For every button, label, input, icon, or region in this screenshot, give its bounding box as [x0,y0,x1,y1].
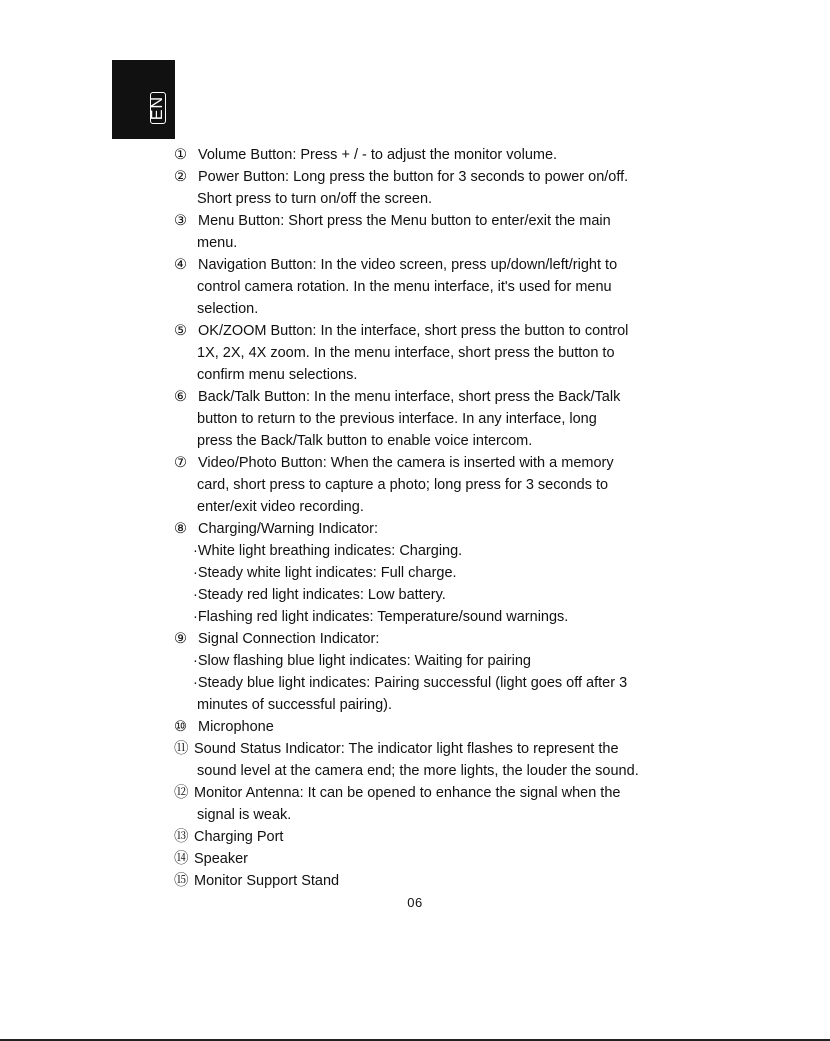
item-text: Monitor Antenna: It can be opened to enhance the signal when the [194,785,621,801]
item-text: minutes of successful pairing). [197,697,393,713]
item-continuation [174,408,674,430]
bullet-line [174,584,674,606]
item-continuation [174,804,674,826]
list-item-monitor-support-stand [174,870,674,892]
item-text: confirm menu selections. [197,367,358,383]
item-text: sound level at the camera end; the more lights, the louder the sound. [197,763,639,779]
item-text: card, short press to capture a photo; long press for 3 seconds to [197,477,609,493]
list-item-ok-zoom-button [174,320,674,342]
item-text: Charging Port [194,829,284,845]
list-item-power-button [174,166,674,188]
item-text: Menu Button: Short press the Menu button to enter/exit the main [198,213,611,229]
item-number: ⑧ [174,521,187,537]
item-number: ⑤ [174,323,187,339]
list-item-menu-button [174,210,674,232]
bullet-line [174,562,674,584]
item-number: ⑮ [174,873,189,889]
bullet-text: ·Steady white light indicates: Full charge. [193,565,457,581]
item-text: signal is weak. [197,807,292,823]
item-continuation [174,364,674,386]
bullet-text: ·White light breathing indicates: Charging. [193,543,463,559]
bullet-text: ·Slow flashing blue light indicates: Waiting for pairing [193,653,531,669]
item-text: enter/exit video recording. [197,499,364,515]
item-number: ⑨ [174,631,187,647]
item-continuation [174,430,674,452]
language-tab [112,60,175,139]
item-number: ① [174,147,187,163]
item-text: 1X, 2X, 4X zoom. In the menu interface, short press the button to [197,345,615,361]
item-text: selection. [197,301,259,317]
list-item-volume-button [174,144,674,166]
list-item-charging-warning-indicator [174,518,674,540]
item-text: Charging/Warning Indicator: [198,521,378,537]
item-text: control camera rotation. In the menu interface, it's used for menu [197,279,612,295]
item-text: menu. [197,235,238,251]
list-item-speaker [174,848,674,870]
item-number: ⑭ [174,851,189,867]
bullet-text: ·Flashing red light indicates: Temperature/sound warnings. [193,609,569,625]
list-item-navigation-button [174,254,674,276]
item-continuation [174,188,674,210]
item-continuation [174,232,674,254]
item-text: Speaker [194,851,249,867]
item-number: ③ [174,213,187,229]
language-label: EN [149,95,166,121]
item-number: ② [174,169,187,185]
item-number: ⑩ [174,719,187,735]
item-text: Monitor Support Stand [194,873,340,889]
bullet-line [174,672,674,694]
bullet-line [174,650,674,672]
page-number: 06 [407,895,423,910]
item-continuation [174,298,674,320]
item-number: ⑬ [174,829,189,845]
bullet-line [174,540,674,562]
item-text: Short press to turn on/off the screen. [197,191,433,207]
item-text: Back/Talk Button: In the menu interface, short press the Back/Talk [198,389,621,405]
list-item-video-photo-button [174,452,674,474]
item-number: ⑦ [174,455,187,471]
item-continuation [174,760,674,782]
item-text: Signal Connection Indicator: [198,631,380,647]
list-item-sound-status-indicator [174,738,674,760]
item-text: Volume Button: Press + / - to adjust the monitor volume. [198,147,558,163]
item-number: ⑫ [174,785,189,801]
item-continuation [174,496,674,518]
item-text: Sound Status Indicator: The indicator light flashes to represent the [194,741,619,757]
item-number: ⑥ [174,389,187,405]
item-text: Power Button: Long press the button for 3 seconds to power on/off. [198,169,629,185]
item-text: Microphone [198,719,274,735]
item-text: Navigation Button: In the video screen, press up/down/left/right to [198,257,618,273]
item-text: Video/Photo Button: When the camera is inserted with a memory [198,455,614,471]
item-continuation [174,342,674,364]
list-item-monitor-antenna [174,782,674,804]
list-item-back-talk-button [174,386,674,408]
item-text: OK/ZOOM Button: In the interface, short press the button to control [198,323,629,339]
list-item-signal-connection-indicator [174,628,674,650]
item-continuation [174,474,674,496]
item-text: press the Back/Talk button to enable voice intercom. [197,433,533,449]
item-continuation [174,694,674,716]
item-number: ⑪ [174,741,189,757]
button-description-list [174,144,674,892]
bullet-text: ·Steady red light indicates: Low battery. [193,587,446,603]
item-number: ④ [174,257,187,273]
list-item-microphone [174,716,674,738]
bullet-line [174,606,674,628]
item-continuation [174,276,674,298]
bullet-text: ·Steady blue light indicates: Pairing successful (light goes off after 3 [193,675,628,691]
item-text: button to return to the previous interface. In any interface, long [197,411,597,427]
list-item-charging-port [174,826,674,848]
